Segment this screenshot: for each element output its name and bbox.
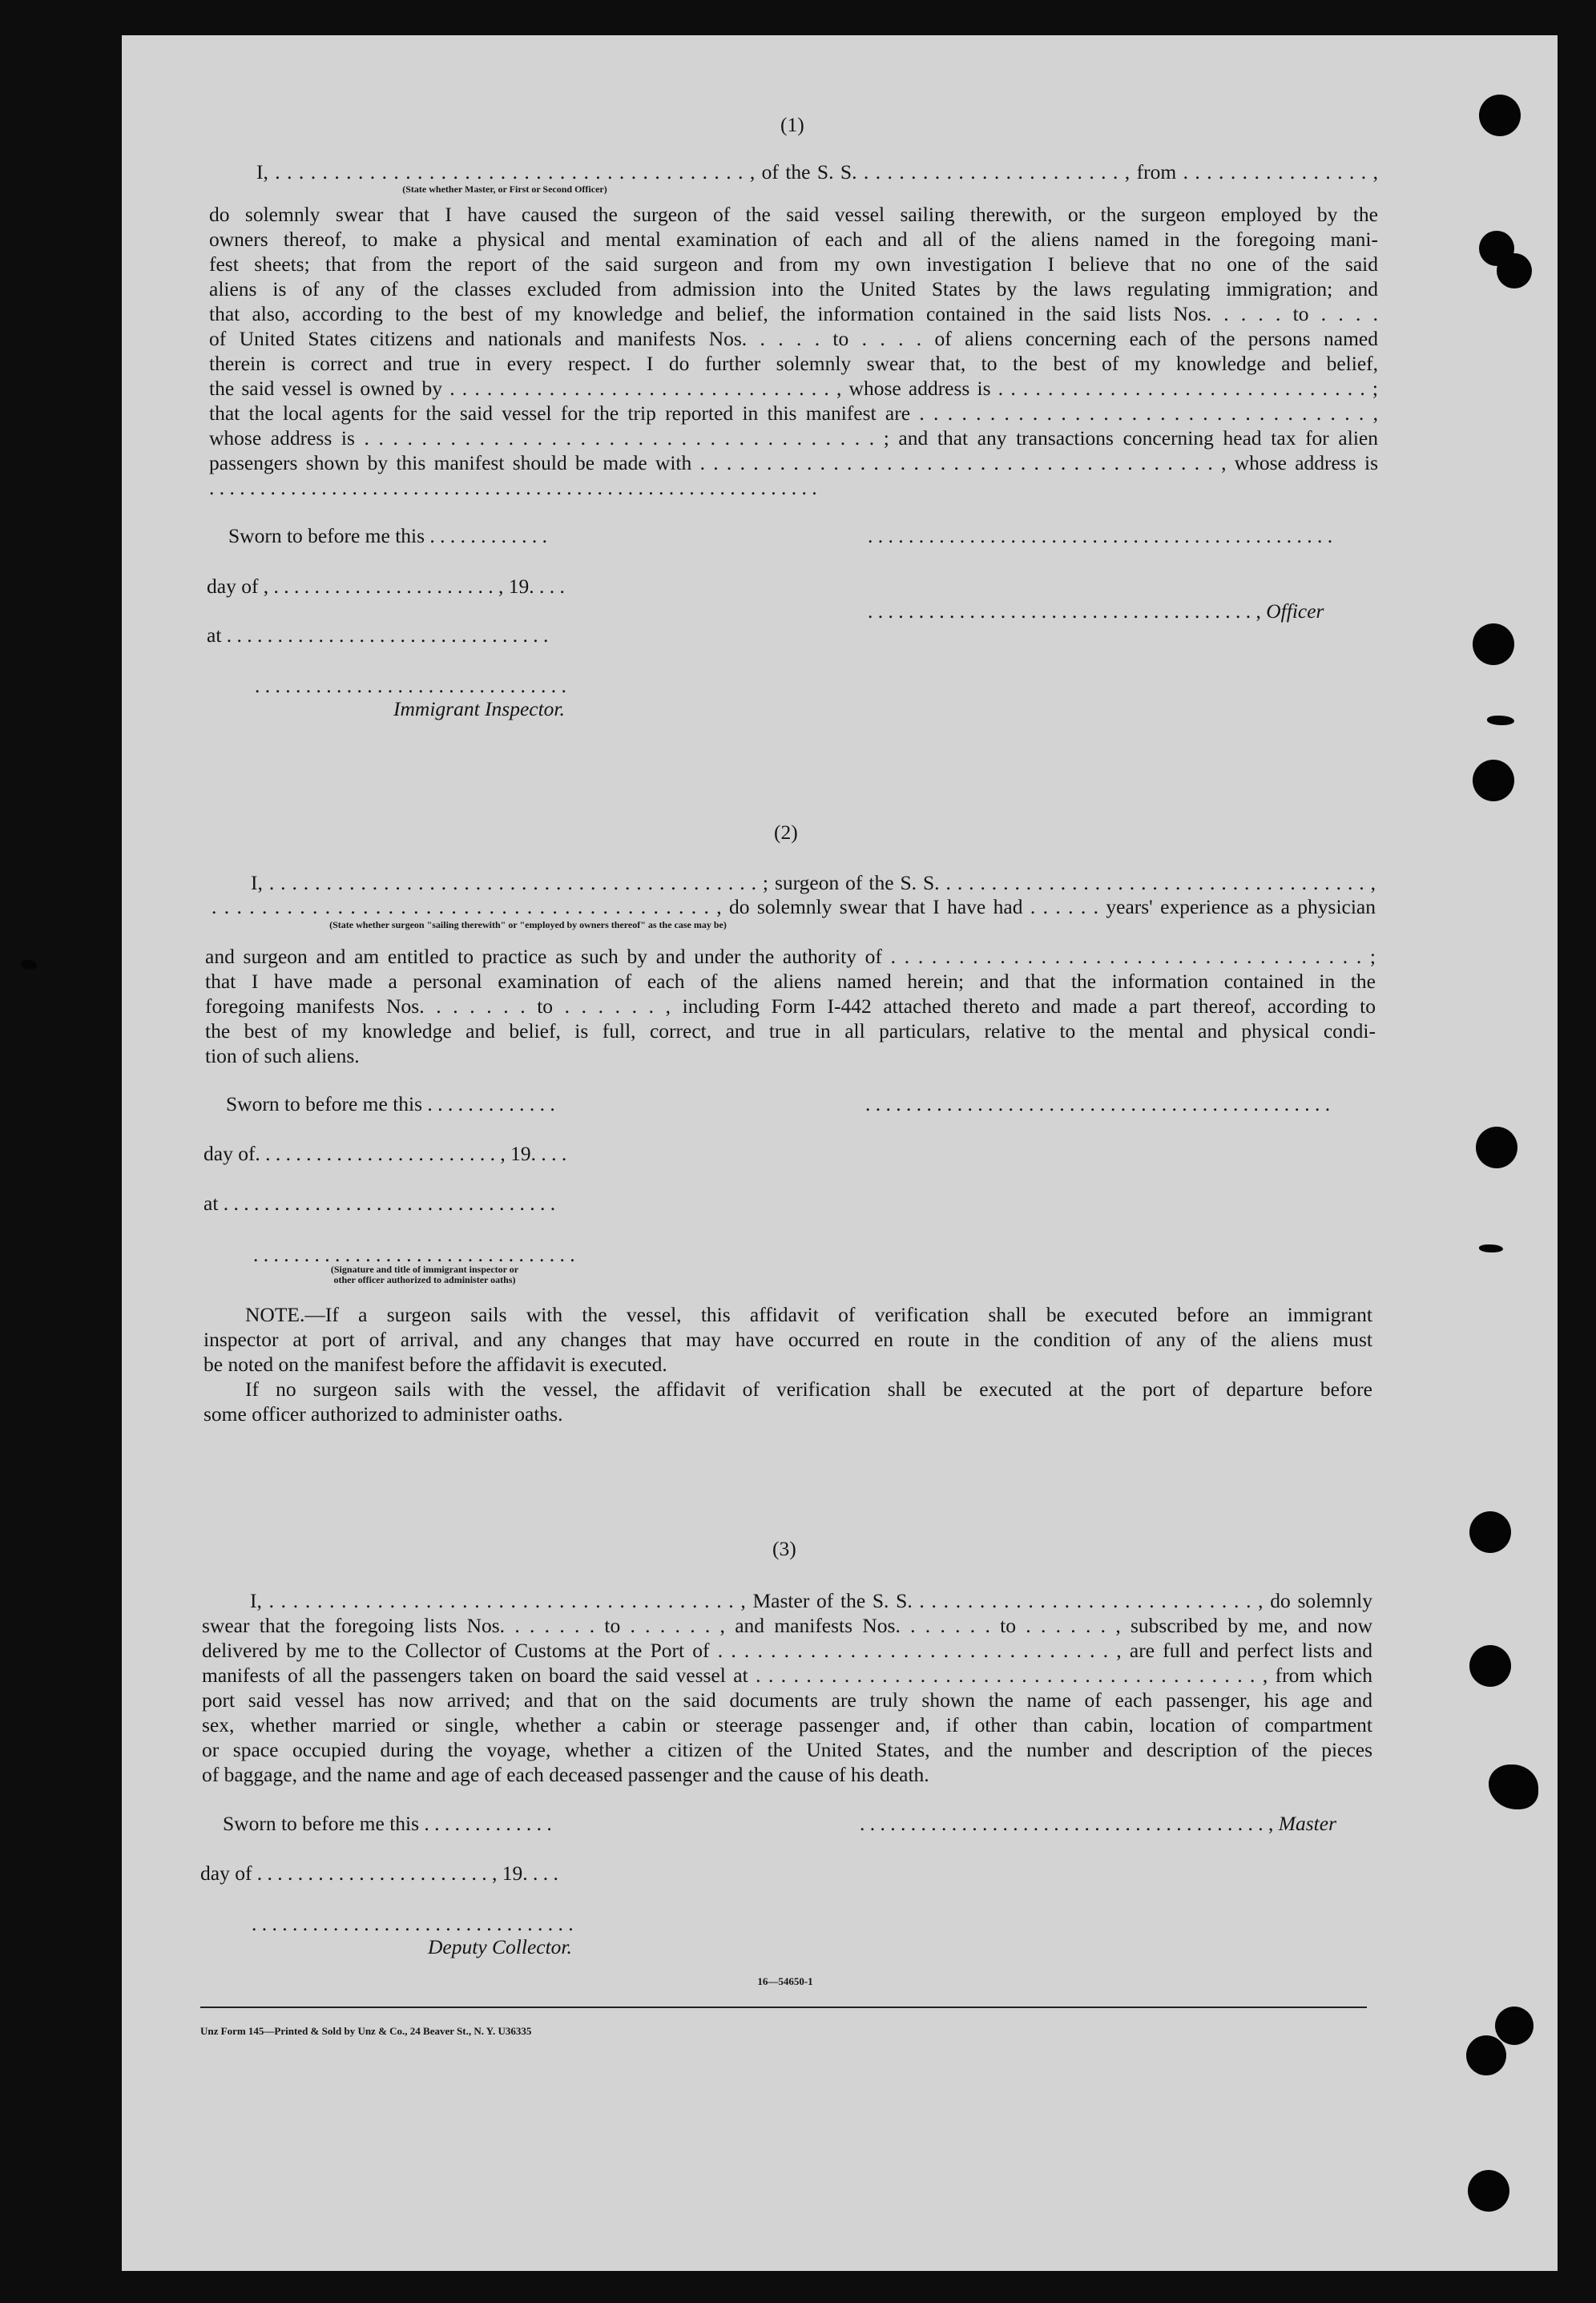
section-3-line: swear that the foregoing lists Nos. . . . . . . to . . . . . . , and manifests Nos. . . . . . . to . . . . . . , subscribed by me, and now: [202, 1614, 1372, 1637]
section-3-number: (3): [772, 1537, 796, 1560]
section-2-line: tion of such aliens.: [205, 1044, 360, 1067]
section-2-surgeon-note: (State whether surgeon "sailing therewith" or "employed by owners thereof" as the case may be): [329, 919, 727, 930]
section-3-sworn: Sworn to before me this . . . . . . . . . . . . .: [223, 1812, 552, 1835]
section-3-line: manifests of all the passengers taken on board the said vessel at . . . . . . . . . . . . . . . . . . . . . . . . . . . . . . . . . . . . . . . . , from which: [202, 1664, 1372, 1687]
section-3-collector-label: Deputy Collector.: [428, 1935, 572, 1958]
section-2-number: (2): [774, 821, 798, 844]
section-2-oath-line-2: . . . . . . . . . . . . . . . . . . . . . . . . . . . . . . . . . . . . . . . . , do solemnly swear that I have had . . . . . . years' experience as a physician: [212, 895, 1376, 918]
section-1-at: at . . . . . . . . . . . . . . . . . . . . . . . . . . . . . . . .: [207, 623, 549, 647]
section-1-line: . . . . . . . . . . . . . . . . . . . . . . . . . . . . . . . . . . . . . . . . . . . . . . . . . . . . . . . . . . . .: [209, 476, 817, 499]
form-code: 16—54650-1: [757, 1975, 813, 1987]
section-1-line: aliens is of any of the classes excluded from admission into the United States by the laws regulating immigration; and: [209, 277, 1378, 300]
section-2-line: and surgeon and am entitled to practice as such by and under the authority of . . . . . . . . . . . . . . . . . . . . . . . . . . . . . . . . . . . ;: [205, 945, 1376, 968]
section-1-line: owners thereof, to make a physical and mental examination of each and all of the aliens named in the foregoing mani-: [209, 228, 1378, 251]
section-2-note-line: inspector at port of arrival, and any changes that may have occurred en route in the condition of any of the aliens must: [204, 1328, 1372, 1351]
section-2-note2-line: If no surgeon sails with the vessel, the affidavit of verification shall be executed at the port of departure before: [245, 1377, 1372, 1401]
section-2-inspector-line: . . . . . . . . . . . . . . . . . . . . . . . . . . . . . . . .: [253, 1243, 575, 1266]
section-3-line: I, . . . . . . . . . . . . . . . . . . . . . . . . . . . . . . . . . . . . . . . , Master of the S. S. . . . . . . . . . . . . . . . . . . . . . . . . . . . . , do solemnly: [250, 1589, 1372, 1612]
section-2-line: that I have made a personal examination of each of the aliens named herein; and that the information contained in the: [205, 970, 1376, 993]
section-3-line: of baggage, and the name and age of each deceased passenger and the cause of his death.: [202, 1763, 929, 1786]
section-1-oath-line: I, . . . . . . . . . . . . . . . . . . . . . . . . . . . . . . . . . . . . . . . . , of the S. S. . . . . . . . . . . . . . . . . . . . . . . , from . . . . . . . . . . . . . . . . ,: [256, 160, 1378, 184]
section-2-day: day of. . . . . . . . . . . . . . . . . . . . . . . . , 19. . . .: [204, 1142, 567, 1165]
punch-hole: [1468, 2170, 1509, 2212]
paper-speck: [21, 960, 37, 970]
section-3-line: or space occupied during the voyage, whether a citizen of the United States, and the number and description of the pieces: [202, 1738, 1372, 1761]
section-3-line: port said vessel has now arrived; and that on the said documents are truly shown the name of each passenger, his age and: [202, 1688, 1372, 1712]
section-3-line: delivered by me to the Collector of Customs at the Port of . . . . . . . . . . . . . . . . . . . . . . . . . . . . . . , are full and perfect lists and: [202, 1639, 1372, 1662]
section-1-line: of United States citizens and nationals and manifests Nos. . . . . to . . . . of aliens concerning each of the persons named: [209, 327, 1378, 350]
section-1-line: therein is correct and true in every respect. I do further solemnly swear that, to the best of my knowledge and belief,: [209, 352, 1378, 375]
printer-imprint: Unz Form 145—Printed & Sold by Unz & Co., 24 Beaver St., N. Y. U36335: [200, 2025, 532, 2037]
section-1-line: passengers shown by this manifest should be made with . . . . . . . . . . . . . . . . . . . . . . . . . . . . . . . . . . . . . . . , whose address is: [209, 451, 1378, 474]
section-1-signature-line: . . . . . . . . . . . . . . . . . . . . . . . . . . . . . . . . . . . . . . . . . . . . . .: [868, 524, 1333, 547]
section-1-line: the said vessel is owned by . . . . . . . . . . . . . . . . . . . . . . . . . . . . . . . , whose address is . . . . . . . . . . . . . . . . . . . . . . . . . . . . . . ;: [209, 377, 1378, 400]
section-2-at: at . . . . . . . . . . . . . . . . . . . . . . . . . . . . . . . . .: [204, 1192, 556, 1215]
section-3-day: day of . . . . . . . . . . . . . . . . . . . . . . . , 19. . . .: [200, 1861, 558, 1885]
section-1-number: (1): [780, 113, 804, 136]
punch-hole: [1495, 2007, 1534, 2045]
master-label: Master: [1278, 1812, 1336, 1835]
punch-hole: [1479, 95, 1521, 136]
section-1-line: that also, according to the best of my knowledge and belief, the information contained in the said lists Nos. . . . . to . . . .: [209, 302, 1378, 325]
section-2-sworn: Sworn to before me this . . . . . . . . . . . . .: [226, 1092, 555, 1115]
punch-hole: [1469, 1511, 1511, 1553]
paper-tear: [1487, 716, 1514, 725]
section-2-sig-note: (Signature and title of immigrant inspector or: [330, 1264, 519, 1275]
section-2-sig-note: other officer authorized to administer oaths): [333, 1274, 516, 1285]
punch-hole: [1473, 623, 1514, 665]
paper-tear: [1479, 1244, 1503, 1252]
master-dots: . . . . . . . . . . . . . . . . . . . . . . . . . . . . . . . . . . . . . . . . ,: [860, 1812, 1279, 1835]
section-1-officer-note: (State whether Master, or First or Second Officer): [402, 184, 607, 195]
punch-hole: [1497, 253, 1532, 288]
officer-label: Officer: [1266, 599, 1324, 623]
punch-hole: [1469, 1645, 1511, 1687]
section-2-line: the best of my knowledge and belief, is full, correct, and true in all particulars, relative to the mental and physical condi-: [205, 1019, 1376, 1043]
footer-rule: [200, 2007, 1367, 2008]
punch-hole: [1466, 2035, 1506, 2075]
section-1-line: whose address is . . . . . . . . . . . . . . . . . . . . . . . . . . . . . . . . . . . . ; and that any transactions concerning head tax for alien: [209, 426, 1378, 450]
section-1-sworn: Sworn to before me this . . . . . . . . . . . .: [228, 524, 548, 547]
punch-hole: [1476, 1127, 1517, 1168]
section-2-oath-line: I, . . . . . . . . . . . . . . . . . . . . . . . . . . . . . . . . . . . . . . . . . . . ; surgeon of the S. S. . . . . . . . . . . . . . . . . . . . . . . . . . . . . . . . . . . . . . ,: [251, 871, 1376, 894]
section-1-line: that the local agents for the said vessel for the trip reported in this manifest are . . . . . . . . . . . . . . . . . . . . . . . . . . . . . . . . ,: [209, 401, 1378, 425]
section-1-officer-line: [868, 599, 1324, 623]
section-1-day: day of , . . . . . . . . . . . . . . . . . . . . . . , 19. . . .: [207, 575, 565, 598]
section-2-note-line: NOTE.—If a surgeon sails with the vessel, this affidavit of verification shall be executed before an immigrant: [245, 1303, 1372, 1326]
section-3-master-line: [860, 1811, 1336, 1836]
section-2-note-line: be noted on the manifest before the affidavit is executed.: [204, 1353, 667, 1376]
section-2-line: foregoing manifests Nos. . . . . . . to . . . . . . , including Form I-442 attached thereto and made a part thereof, according to: [205, 994, 1376, 1018]
section-1-inspector-label: Immigrant Inspector.: [393, 697, 565, 720]
section-1-inspector-line: . . . . . . . . . . . . . . . . . . . . . . . . . . . . . . .: [255, 674, 566, 697]
section-3-collector-line: . . . . . . . . . . . . . . . . . . . . . . . . . . . . . . . .: [252, 1912, 574, 1935]
section-1-line: do solemnly swear that I have caused the surgeon of the said vessel sailing therewith, or the surgeon employed by the: [209, 203, 1378, 226]
officer-dots: . . . . . . . . . . . . . . . . . . . . . . . . . . . . . . . . . . . . . . ,: [868, 599, 1267, 623]
punch-hole: [1473, 760, 1514, 801]
section-2-signature-line: . . . . . . . . . . . . . . . . . . . . . . . . . . . . . . . . . . . . . . . . . . . . . .: [865, 1092, 1331, 1115]
section-3-line: sex, whether married or single, whether a cabin or steerage passenger and, if other than cabin, location of compartment: [202, 1713, 1372, 1736]
section-1-line: fest sheets; that from the report of the said surgeon and from my own investigation I believe that no one of the said: [209, 252, 1378, 276]
section-2-note2-line: some officer authorized to administer oaths.: [204, 1402, 563, 1426]
